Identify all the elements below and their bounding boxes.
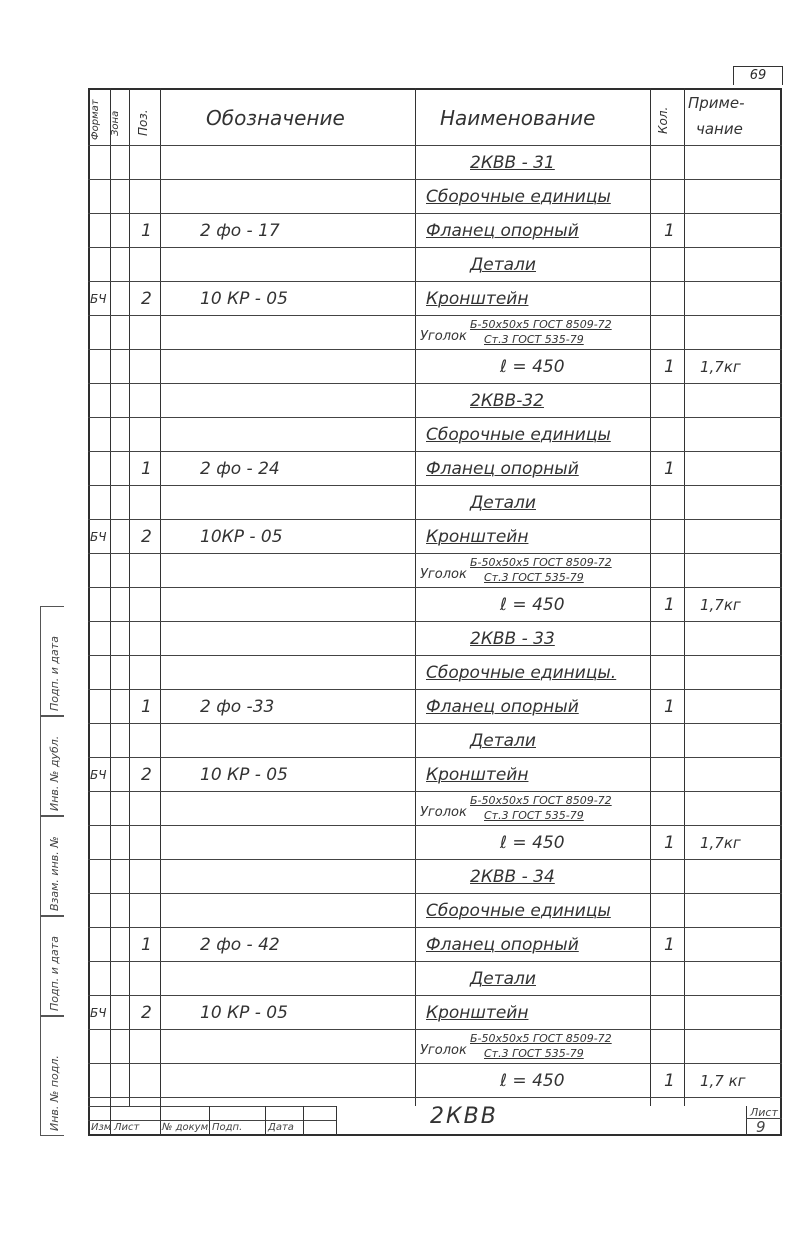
designation-cell: 10 КР - 05 [200,765,288,785]
name-cell: Уголок [420,567,467,582]
format-cell: БЧ [90,292,107,306]
row-line [88,485,782,486]
name-cell: 2КВВ - 31 [470,153,555,173]
col-line-zone [129,88,130,1106]
qty-cell: 1 [664,595,675,615]
row-line [88,961,782,962]
sheet-number: 9 [756,1118,766,1136]
note-cell: 1,7кг [700,596,741,614]
header-qty: Кол. [656,106,670,134]
name-cell: Фланец опорный [426,935,579,955]
angle-spec-cell: Б-50х50х5 ГОСТ 8509-72 [470,794,612,807]
side-cell-3: Взам. инв. № [40,816,64,916]
name-cell: Кронштейн [426,289,529,309]
name-cell: 2КВВ - 34 [470,867,555,887]
pos-cell: 1 [141,697,152,717]
row-line [88,859,782,860]
pos-cell: 1 [141,221,152,241]
name-cell: Фланец опорный [426,459,579,479]
row-line [88,927,782,928]
row-line [88,587,782,588]
name-cell: Уголок [420,329,467,344]
angle-material-cell: Ст.3 ГОСТ 535-79 [484,571,584,584]
side-cell-1: Подп. и дата [40,606,64,716]
angle-spec-cell: Б-50х50х5 ГОСТ 8509-72 [470,318,612,331]
side-cell-4: Подп. и дата [40,916,64,1016]
row-line [88,757,782,758]
pos-cell: 1 [141,459,152,479]
qty-cell: 1 [664,697,675,717]
row-line [88,655,782,656]
name-cell: ℓ = 450 [500,1071,565,1091]
pos-cell: 1 [141,935,152,955]
side-cell-2: Инв. № дубл. [40,716,64,816]
row-line [88,1097,782,1098]
name-cell: Фланец опорный [426,221,579,241]
row-line [88,1029,782,1030]
pos-cell: 2 [141,289,152,309]
header-name: Наименование [440,106,596,130]
stamp-label-doc: № докум. [162,1122,212,1133]
name-cell: Фланец опорный [426,697,579,717]
stamp-col-5 [303,1106,304,1136]
row-line [88,1063,782,1064]
row-line [88,893,782,894]
pos-cell: 2 [141,1003,152,1023]
row-line [88,179,782,180]
angle-material-cell: Ст.3 ГОСТ 535-79 [484,1047,584,1060]
name-cell: Кронштейн [426,1003,529,1023]
note-cell: 1,7 кг [700,1072,746,1090]
pos-cell: 2 [141,527,152,547]
name-cell: Сборочные единицы. [426,663,617,683]
header-designation: Обозначение [206,106,345,130]
qty-cell: 1 [664,935,675,955]
spec-frame [88,88,782,1136]
row-line [88,315,782,316]
row-line [88,281,782,282]
designation-cell: 10 КР - 05 [200,1003,288,1023]
header-note-2: чание [696,120,743,138]
pos-cell: 2 [141,765,152,785]
name-cell: Детали [470,969,536,989]
row-line [88,213,782,214]
name-cell: Уголок [420,805,467,820]
designation-cell: 10 КР - 05 [200,289,288,309]
stamp-sheet-divider [746,1106,747,1136]
sheet-number-top: 69 [733,66,783,85]
row-line [88,247,782,248]
name-cell: 2КВВ - 33 [470,629,555,649]
designation-cell: 2 фо - 24 [200,459,280,479]
designation-cell: 2 фо - 17 [200,221,280,241]
stamp-divider [336,1106,337,1136]
sheet-label: Лист [750,1106,778,1119]
stamp-label-izm: Изм [91,1122,112,1133]
note-cell: 1,7кг [700,834,741,852]
qty-cell: 1 [664,459,675,479]
header-note-1: Приме- [688,94,745,112]
stamp-label-sign: Подп. [212,1122,243,1133]
col-line-name [650,88,651,1106]
stamp-col-2 [160,1106,161,1136]
qty-cell: 1 [664,833,675,853]
name-cell: Кронштейн [426,527,529,547]
qty-cell: 1 [664,1071,675,1091]
row-line [88,689,782,690]
name-cell: Сборочные единицы [426,187,611,207]
row-line [88,451,782,452]
row-line [88,621,782,622]
angle-spec-cell: Б-50х50х5 ГОСТ 8509-72 [470,556,612,569]
row-line [88,825,782,826]
format-cell: БЧ [90,768,107,782]
header-pos: Поз. [136,109,150,136]
angle-material-cell: Ст.3 ГОСТ 535-79 [484,333,584,346]
stamp-label-date: Дата [268,1122,294,1133]
name-cell: Детали [470,731,536,751]
col-line-qty [684,88,685,1106]
format-cell: БЧ [90,530,107,544]
name-cell: Сборочные единицы [426,901,611,921]
angle-material-cell: Ст.3 ГОСТ 535-79 [484,809,584,822]
row-line [88,995,782,996]
name-cell: ℓ = 450 [500,357,565,377]
qty-cell: 1 [664,221,675,241]
col-line-designation [415,88,416,1106]
angle-spec-cell: Б-50х50х5 ГОСТ 8509-72 [470,1032,612,1045]
side-cell-5: Инв. № подл. [40,1016,64,1136]
row-line [88,723,782,724]
row-line [88,383,782,384]
row-line [88,519,782,520]
format-cell: БЧ [90,1006,107,1020]
designation-cell: 2 фо - 42 [200,935,280,955]
name-cell: ℓ = 450 [500,833,565,853]
header-format: Формат [90,99,101,140]
name-cell: Детали [470,255,536,275]
col-line-pos [160,88,161,1136]
header-bottom-line [88,145,782,146]
note-cell: 1,7кг [700,358,741,376]
name-cell: Кронштейн [426,765,529,785]
qty-cell: 1 [664,357,675,377]
stamp-top-line [88,1106,336,1107]
row-line [88,553,782,554]
header-zone: Зона [110,110,121,136]
name-cell: 2КВВ-32 [470,391,544,411]
designation-cell: 10КР - 05 [200,527,283,547]
stamp-col-4 [265,1106,266,1136]
col-line-format [110,88,111,1136]
name-cell: Детали [470,493,536,513]
designation-cell: 2 фо -33 [200,697,275,717]
row-line [88,349,782,350]
row-line [88,417,782,418]
row-line [88,791,782,792]
stamp-mid-line [88,1120,336,1121]
name-cell: Уголок [420,1043,467,1058]
name-cell: Сборочные единицы [426,425,611,445]
stamp-label-list: Лист [114,1122,140,1133]
name-cell: ℓ = 450 [500,595,565,615]
document-title: 2КВВ [430,1104,498,1129]
